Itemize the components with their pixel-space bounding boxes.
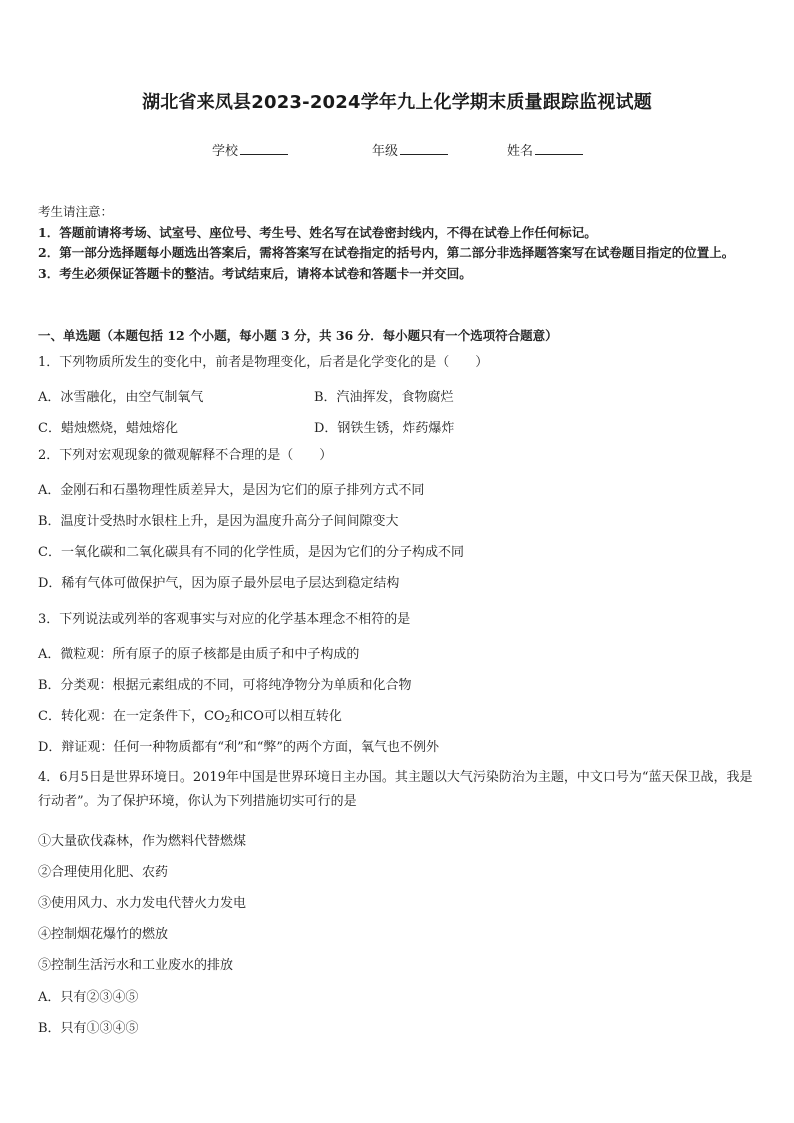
subscript-2: 2 bbox=[224, 715, 231, 725]
option-d[interactable]: D．稀有气体可做保护气，因为原子最外层电子层达到稳定结构 bbox=[38, 576, 400, 591]
question-stem: 3．下列说法或列举的客观事实与对应的化学基本理念不相符的是 bbox=[38, 612, 411, 627]
option-b[interactable]: B．温度计受热时水银柱上升，是因为温度升高分子间间隙变大 bbox=[38, 514, 399, 529]
option-b[interactable]: B．汽油挥发，食物腐烂 bbox=[314, 390, 454, 405]
grade-blank[interactable] bbox=[400, 141, 448, 155]
question-stem: 4．6月5日是世界环境日。2019年中国是世界环境日主办国。其主题以大气污染防治为主题，中文口号为“蓝天保卫战，我是行动者”。为了保护环境，你认为下列措施切实可行的是 bbox=[38, 770, 753, 809]
statement-item: ③使用风力、水力发电代替火力发电 bbox=[38, 896, 247, 911]
statement-item: ②合理使用化肥、农药 bbox=[38, 865, 169, 880]
question-stem: 2．下列对宏观现象的微观解释不合理的是（ ） bbox=[38, 448, 333, 463]
option-c[interactable] bbox=[38, 705, 342, 725]
page-title: 湖北省来凤县2023-2024学年九上化学期末质量跟踪监视试题 bbox=[142, 92, 652, 113]
notice-item: 1．答题前请将考场、试室号、座位号、考生号、姓名写在试卷密封线内，不得在试卷上作任何标记。 bbox=[38, 224, 597, 240]
option-c[interactable]: C．蜡烛燃烧，蜡烛熔化 bbox=[38, 421, 178, 436]
statement-item: ⑤控制生活污水和工业废水的排放 bbox=[38, 958, 234, 973]
school-field bbox=[212, 140, 288, 159]
name-field bbox=[507, 140, 583, 159]
option-d[interactable]: D．钢铁生锈，炸药爆炸 bbox=[314, 421, 455, 436]
name-blank[interactable] bbox=[535, 141, 583, 155]
option-a[interactable]: A．只有②③④⑤ bbox=[38, 990, 139, 1005]
name-label: 姓名 bbox=[507, 144, 534, 159]
notice-item: 2．第一部分选择题每小题选出答案后，需将答案写在试卷指定的括号内，第二部分非选择题答案写在试卷题目指定的位置上。 bbox=[38, 245, 735, 260]
notice-heading: 考生请注意： bbox=[38, 204, 114, 219]
student-info-row bbox=[0, 140, 794, 160]
option-b[interactable]: B．只有①③④⑤ bbox=[38, 1021, 139, 1036]
option-d[interactable]: D．辩证观：任何一种物质都有“利”和“弊”的两个方面，氧气也不例外 bbox=[38, 740, 440, 755]
school-blank[interactable] bbox=[240, 141, 288, 155]
option-a[interactable]: A．微粒观：所有原子的原子核都是由质子和中子构成的 bbox=[38, 647, 360, 662]
grade-label: 年级 bbox=[372, 144, 399, 159]
option-b[interactable]: B．分类观：根据元素组成的不同，可将纯净物分为单质和化合物 bbox=[38, 678, 412, 693]
statement-item: ①大量砍伐森林，作为燃料代替燃煤 bbox=[38, 834, 247, 849]
notice-block bbox=[38, 202, 762, 284]
option-a[interactable]: A．金刚石和石墨物理性质差异大，是因为它们的原子排列方式不同 bbox=[38, 483, 425, 498]
section-heading: 一、单选题（本题包括 12 个小题，每小题 3 分，共 36 分．每小题只有一个选项符合题意） bbox=[38, 328, 558, 343]
grade-field bbox=[372, 140, 448, 159]
option-c-text: C．转化观：在一定条件下，CO bbox=[38, 709, 225, 724]
notice-item: 3．考生必须保证答题卡的整洁。考试结束后，请将本试卷和答题卡一并交回。 bbox=[38, 265, 472, 281]
option-c-tail: 和CO可以相互转化 bbox=[230, 709, 342, 724]
question-stem: 1．下列物质所发生的变化中，前者是物理变化，后者是化学变化的是（ ） bbox=[38, 355, 489, 370]
school-label: 学校 bbox=[212, 144, 239, 159]
option-a[interactable]: A．冰雪融化，由空气制氧气 bbox=[38, 390, 204, 405]
option-c[interactable]: C．一氧化碳和二氧化碳具有不同的化学性质，是因为它们的分子构成不同 bbox=[38, 545, 464, 560]
statement-item: ④控制烟花爆竹的燃放 bbox=[38, 927, 169, 942]
